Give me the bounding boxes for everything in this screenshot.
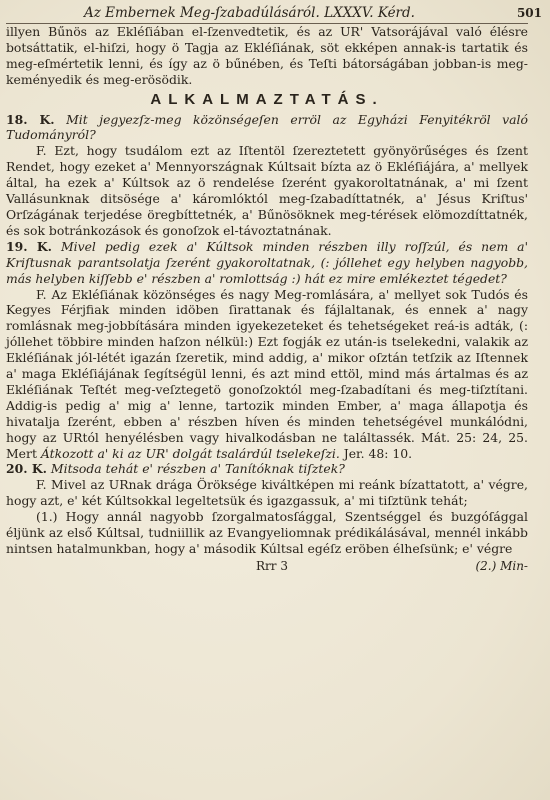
- intro-paragraph: illyen Bűnös az Ekléſiában el-ſzenvedtetik, és az UR' Vatsorájával való élésre botsáttatik, el-hiſzi, hogy ö Tagja az Ekléſiának, söt ekképen annak-is tartatik és meg-eſmértetik lenni, és így az ö bűnében, és Teſti bátorságában jobban-is meg-keményedik és meg-erösödik.: [6, 24, 528, 87]
- running-header: [6, 4, 542, 24]
- signature-mark: Rrr 3: [256, 558, 288, 573]
- page-number: 501: [516, 6, 542, 20]
- page-footer: [6, 559, 528, 573]
- section-heading: ALKALMAZTATÁS.: [150, 90, 384, 108]
- answer-20: F. Mivel az URnak drága Öröksége kiváltképen mi reánk bízattatott, a' végre, hogy azt, e' két Kúltsokkal legeltetsük és igazgassuk, a' mi tiſztünk tehát;: [6, 477, 528, 509]
- scripture-quote: Átkozott a' ki az UR' dolgát tsalárdúl tselekeſzi.: [40, 445, 340, 461]
- answer-19: [6, 287, 528, 462]
- catchword: (2.) Min-: [475, 558, 528, 573]
- question-number: 19. K.: [6, 238, 52, 254]
- question-text: Mit jegyezſz-meg közönségeſen erröl az Egyházi Fenyitékröl való Tudományról?: [6, 111, 528, 143]
- page-body: [6, 24, 528, 557]
- answer-18: F. Ezt, hogy tsudálom ezt az Iſtentöl ſzereztetett gyönyörűséges és ſzent Rendet, hogy ezeket a' Mennyországnak Kúltsait bízta az ö Ekléſiájára, a' mellyek által, ha ezek a' Kúltsok az ö rendelése ſzerént gyakoroltatnának, a' mi ſzent Vallásunknak ditsösége a' káromlóktól meg-ſzabadíttatnék, a' Jésus Kriſtus' Orſzágának terjedése öregbíttetnék, a' Bűnösöknek meg-térések elömozdíttatnék, és sok botránkozások és gonoſzok el-távoztatnának.: [6, 143, 528, 238]
- question-text: Mitsoda tehát e' részben a' Tanítóknak tiſztek?: [50, 461, 345, 477]
- question-text: Mivel pedig ezek a' Kúltsok minden részben illy roſſzúl, és nem a' Kriſtusnak parantsolatja ſzerént gyakoroltatnak, (: jóllehet egy helyben nagyobb, más helyben kiſſebb e' részben a' romlottság :) hát ez mire emlékeztet tégedet?: [6, 238, 528, 286]
- question-18: [6, 112, 528, 144]
- point-1: (1.) Hogy annál nagyobb ſzorgalmatosſággal, Szentséggel és buzgóſággal éljünk az első Kúltsal, tudniillik az Evangyeliomnak prédikálásával, mennél inkább nintsen hatalmunkban, hogy a' második Kúltsal egéſz eröben élheſsünk; e' végre: [6, 509, 528, 556]
- running-title: Az Embernek Meg-ſzabadúlásáról. LXXXV. Kérd.: [84, 5, 415, 21]
- question-20: [6, 461, 528, 477]
- question-19: [6, 239, 528, 287]
- scripture-reference: Jer. 48: 10.: [343, 445, 413, 461]
- answer-text: F. Az Ekléſiának közönséges és nagy Meg-romlására, a' mellyet sok Tudós és Kegyes Férjfiak minden idöben ſirattanak és fájlaltanak, és ennek a' nagy romlásnak meg-jobbítására minden igyekezeteket és tehetségeket reá-is adták, (: jóllehet többire minden haſzon nélkül:) Ezt fogják ez után-is tselekedni, valakik az Ekléſiának jól-létét igazán ſzeretik, mind addig, a' mikor oſztán tetſzik az Iſtennek a' maga Ekléſiájának ſegítségül lenni, és azt mind ettöl, mind más ártalmas és az Ekléſiának Teſtét meg-veſztegetö gonoſzoktól meg-ſzabadítani és meg-tiſztítani. Addig-is pedig a' mig a' lenne, tartozik minden Ember, a' maga állapotja és hivatalja ſzerént, ebben a' részben híven és minden tehetségével munkálódni, hogy az URtól henyélésben vagy hivalkodásban ne találtassék. Mát. 25: 24, 25. Mert: [6, 286, 528, 461]
- question-number: 18. K.: [6, 111, 55, 127]
- question-number: 20. K.: [6, 461, 47, 477]
